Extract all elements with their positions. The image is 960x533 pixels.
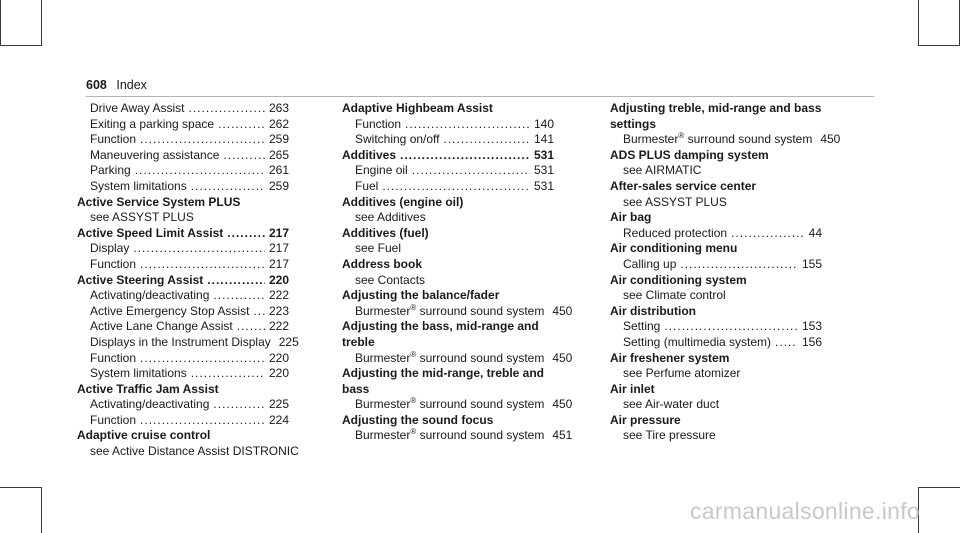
page-ref[interactable]: 259 — [268, 178, 289, 193]
index-entry — [610, 273, 822, 304]
header-rule — [86, 96, 874, 97]
index-entry — [77, 428, 299, 459]
dot-leader — [218, 117, 265, 133]
entry-title-text: Active Steering Assist — [77, 272, 204, 287]
index-subentry[interactable] — [342, 163, 554, 179]
subentry-text: Display — [90, 241, 130, 256]
page-ref[interactable]: 217 — [268, 241, 289, 256]
subentry-text: Fuel — [355, 178, 379, 193]
index-entry-title: Air freshener system — [610, 350, 730, 365]
index-entry — [342, 226, 554, 257]
page-ref[interactable]: 261 — [268, 163, 289, 178]
page-ref[interactable]: 223 — [268, 303, 289, 318]
index-subentry[interactable] — [342, 427, 573, 444]
dot-leader — [191, 366, 265, 382]
index-entry-title: Adjusting the mid-range, treble and bass — [342, 366, 545, 396]
dot-leader — [223, 148, 265, 164]
subentry-text: see Air-water duct — [623, 397, 720, 412]
index-subentry[interactable] — [610, 335, 822, 351]
index-entry — [610, 382, 822, 413]
index-subentry[interactable] — [77, 319, 289, 335]
index-entry-title: Air inlet — [610, 381, 655, 396]
page-ref[interactable]: 263 — [268, 101, 289, 115]
crop-mark — [918, 45, 960, 46]
index-entry-title — [77, 273, 289, 289]
dot-leader — [405, 117, 530, 133]
subentry-text: System limitations — [90, 178, 187, 193]
index-entry — [342, 319, 573, 366]
index-subentry[interactable] — [77, 334, 299, 351]
index-entry-title: Active Traffic Jam Assist — [77, 381, 219, 396]
index-subentry[interactable] — [342, 179, 554, 195]
index-entry-title: Adjusting the sound focus — [342, 412, 494, 427]
subentry-text: see ASSYST PLUS — [623, 194, 727, 209]
dot-leader — [412, 163, 530, 179]
index-subentry — [342, 241, 554, 257]
index-subentry — [610, 366, 822, 382]
crop-mark — [918, 0, 919, 46]
index-entry — [342, 148, 554, 195]
subentry-text: Switching on/off — [355, 132, 440, 147]
page-ref[interactable]: 451 — [552, 428, 573, 443]
dot-leader — [207, 273, 265, 289]
index-subentry[interactable] — [77, 117, 289, 133]
entry-title-text: Additives — [342, 147, 397, 162]
index-entry-title: Air conditioning menu — [610, 241, 738, 256]
page-ref[interactable]: 222 — [268, 319, 289, 334]
page-ref[interactable]: 44 — [808, 225, 822, 240]
page-ref[interactable]: 153 — [801, 319, 822, 334]
index-entry-title: Adjusting treble, mid-range and bass settings — [610, 101, 822, 131]
subentry-text: Calling up — [623, 256, 677, 271]
page-ref[interactable]: 220 — [268, 366, 289, 381]
subentry-text: Burmester® surround sound system — [355, 302, 545, 318]
page-ref[interactable]: 224 — [268, 412, 289, 427]
index-entry — [77, 226, 289, 273]
index-entry — [610, 351, 822, 382]
subentry-text: Exiting a parking space — [90, 116, 215, 131]
page-ref[interactable]: 531 — [533, 178, 554, 193]
index-entry-title: Adaptive cruise control — [77, 428, 211, 443]
index-entry-title: Adjusting the balance/fader — [342, 288, 500, 303]
index-entry-title: After-sales service center — [610, 178, 757, 193]
dot-leader — [191, 179, 265, 195]
index-entry — [77, 382, 289, 429]
subentry-text: Function — [90, 350, 137, 365]
dot-leader — [382, 179, 530, 195]
index-entry — [342, 288, 573, 319]
dot-leader — [140, 257, 265, 273]
page-ref[interactable]: 220 — [268, 350, 289, 365]
index-subentry[interactable] — [77, 351, 289, 367]
index-entry — [342, 101, 554, 148]
subentry-text: see Active Distance Assist DISTRONIC — [90, 444, 299, 459]
index-column — [610, 101, 841, 444]
page-ref[interactable]: 222 — [268, 288, 289, 303]
index-subentry[interactable] — [610, 319, 822, 335]
subentry-text: Setting (multimedia system) — [623, 334, 772, 349]
index-subentry — [610, 428, 822, 444]
index-subentry — [342, 273, 554, 289]
index-subentry[interactable] — [77, 288, 289, 304]
index-entry — [77, 195, 289, 226]
index-entry-title: Active Service System PLUS — [77, 194, 241, 209]
page-ref[interactable]: 220 — [268, 272, 289, 287]
subentry-text: see Fuel — [355, 241, 402, 256]
index-entry — [610, 148, 822, 179]
subentry-text: Burmester® surround sound system — [623, 131, 813, 147]
index-entry-title: Address book — [342, 256, 423, 271]
subentry-text: Burmester® surround sound system — [355, 396, 545, 412]
index-entry-title: Additives (engine oil) — [342, 194, 464, 209]
page-ref[interactable]: 265 — [268, 147, 289, 162]
subentry-text: Parking — [90, 163, 131, 178]
page-ref[interactable]: 155 — [801, 256, 822, 271]
subentry-text: Function — [90, 132, 137, 147]
index-entry-title — [77, 226, 289, 242]
page-ref[interactable]: 140 — [533, 116, 554, 131]
subentry-text: see AIRMATIC — [623, 163, 702, 178]
index-entry — [610, 241, 822, 272]
index-entry — [342, 412, 573, 444]
entry-title-text: Active Speed Limit Assist — [77, 225, 224, 240]
page-ref[interactable]: 156 — [801, 334, 822, 349]
index-subentry[interactable] — [610, 257, 822, 273]
index-subentry[interactable] — [342, 117, 554, 133]
page-number: 608 — [86, 78, 107, 92]
subentry-text: Active Lane Change Assist — [90, 319, 233, 334]
dot-leader — [213, 397, 265, 413]
index-subentry[interactable] — [342, 132, 554, 148]
dot-leader — [135, 163, 265, 179]
page-ref[interactable]: 259 — [268, 132, 289, 147]
subentry-text: Function — [90, 256, 137, 271]
index-entry — [610, 304, 822, 351]
index-subentry — [610, 195, 822, 211]
dot-leader — [227, 226, 265, 242]
subentry-text: Function — [355, 116, 402, 131]
index-subentry[interactable] — [77, 163, 289, 179]
subentry-text: Activating/deactivating — [90, 288, 210, 303]
index-subentry — [342, 210, 554, 226]
page-ref[interactable]: 262 — [268, 116, 289, 131]
page-ref[interactable]: 217 — [268, 225, 289, 240]
dot-leader — [188, 101, 264, 117]
index-entry — [610, 210, 822, 241]
index-subentry[interactable] — [610, 226, 822, 242]
index-column — [77, 101, 299, 460]
subentry-text: Drive Away Assist — [90, 101, 185, 115]
index-subentry[interactable] — [77, 366, 289, 382]
index-entry — [610, 101, 841, 148]
index-subentry — [77, 444, 299, 460]
dot-leader — [213, 288, 265, 304]
page-ref[interactable]: 225 — [268, 397, 289, 412]
index-subentry[interactable] — [77, 148, 289, 164]
index-entry — [342, 195, 554, 226]
index-entry-title — [342, 148, 554, 164]
index-column — [342, 101, 573, 444]
page-ref[interactable]: 217 — [268, 256, 289, 271]
subentry-text: see Perfume atomizer — [623, 366, 741, 381]
index-subentry[interactable] — [77, 397, 289, 413]
index-subentry — [77, 210, 289, 226]
subentry-text: Displays in the Instrument Display — [90, 334, 271, 349]
dot-leader — [237, 319, 265, 335]
index-subentry — [610, 163, 822, 179]
subentry-text: Maneuvering assistance — [90, 147, 220, 162]
index-entry — [77, 101, 289, 195]
subentry-text: see Tire pressure — [623, 428, 716, 443]
crop-mark — [41, 0, 42, 46]
crop-mark — [0, 0, 1, 46]
dot-leader — [775, 335, 798, 351]
page-header — [86, 78, 147, 92]
index-subentry[interactable] — [77, 179, 289, 195]
subentry-text: Activating/deactivating — [90, 397, 210, 412]
page-ref[interactable]: 450 — [820, 132, 841, 147]
page-ref[interactable]: 450 — [552, 350, 573, 365]
index-entry — [610, 413, 822, 444]
page-ref[interactable]: 531 — [533, 147, 554, 162]
subentry-text: Burmester® surround sound system — [355, 349, 545, 365]
dot-leader — [253, 304, 265, 320]
crop-mark — [41, 487, 42, 533]
dot-leader — [140, 132, 265, 148]
subentry-text: Engine oil — [355, 163, 408, 178]
index-entry-title: Air conditioning system — [610, 272, 747, 287]
dot-leader — [400, 148, 530, 164]
index-subentry[interactable] — [342, 349, 573, 367]
subentry-text: Setting — [623, 319, 661, 334]
subentry-text: Function — [90, 412, 137, 427]
index-subentry[interactable] — [77, 132, 289, 148]
index-entry-title: Air distribution — [610, 303, 696, 318]
index-entry-title: Air pressure — [610, 412, 681, 427]
section-title: Index — [116, 78, 147, 92]
page-ref[interactable]: 141 — [533, 132, 554, 147]
index-entry-title: Adaptive Highbeam Assist — [342, 101, 493, 115]
page-ref[interactable]: 450 — [552, 303, 573, 318]
index-entry-title: Adjusting the bass, mid-range and treble — [342, 319, 539, 349]
crop-mark — [918, 487, 960, 488]
watermark: carmanualsonline.info — [689, 498, 920, 524]
crop-mark — [0, 487, 42, 488]
dot-leader — [133, 241, 265, 257]
index-entry — [610, 179, 822, 210]
index-entry — [342, 366, 573, 413]
dot-leader — [140, 351, 265, 367]
subentry-text: see Climate control — [623, 288, 726, 303]
subentry-text: see Additives — [355, 210, 426, 225]
dot-leader — [140, 413, 265, 429]
index-entry-title: ADS PLUS damping system — [610, 147, 769, 162]
index-entry — [77, 272, 299, 382]
subentry-text: System limitations — [90, 366, 187, 381]
subentry-text: see ASSYST PLUS — [90, 210, 194, 225]
page-ref[interactable]: 450 — [552, 397, 573, 412]
dot-leader — [444, 132, 530, 148]
index-subentry[interactable] — [610, 131, 841, 148]
subentry-text: Burmester® surround sound system — [355, 427, 545, 443]
subentry-text: Active Emergency Stop Assist — [90, 303, 250, 318]
index-subentry[interactable] — [77, 413, 289, 429]
index-entry-title: Air bag — [610, 210, 652, 225]
page-ref[interactable]: 531 — [533, 163, 554, 178]
index-subentry[interactable] — [77, 101, 289, 117]
index-entry-title: Additives (fuel) — [342, 225, 429, 240]
dot-leader — [731, 226, 805, 242]
index-entry — [342, 257, 554, 288]
index-subentry — [610, 397, 822, 413]
subentry-text: see Contacts — [355, 272, 426, 287]
index-subentry[interactable] — [77, 257, 289, 273]
index-subentry — [610, 288, 822, 304]
index-subentry[interactable] — [342, 302, 573, 320]
index-subentry[interactable] — [77, 241, 289, 257]
crop-mark — [0, 45, 42, 46]
page-ref[interactable]: 225 — [278, 334, 299, 349]
dot-leader — [680, 257, 798, 273]
subentry-text: Reduced protection — [623, 225, 728, 240]
dot-leader — [664, 319, 798, 335]
index-subentry[interactable] — [342, 396, 573, 413]
index-subentry[interactable] — [77, 304, 289, 320]
